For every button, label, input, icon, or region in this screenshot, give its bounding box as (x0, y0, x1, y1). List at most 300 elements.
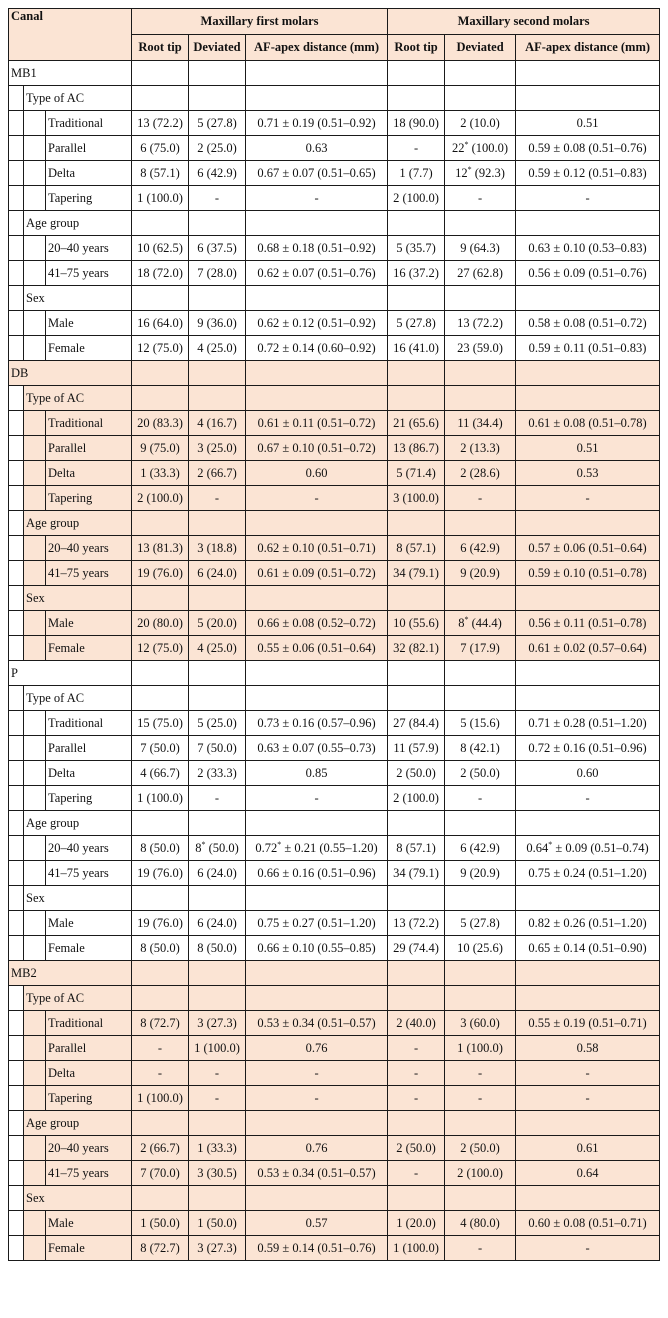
value-cell (388, 61, 445, 86)
value-cell (516, 961, 660, 986)
value-cell: 9 (75.0) (132, 436, 189, 461)
value-cell: 8 (50.0) (132, 936, 189, 961)
indent-cell (24, 1011, 46, 1036)
value-cell: 0.61 ± 0.08 (0.51–0.78) (516, 411, 660, 436)
value-cell (445, 986, 516, 1011)
value-cell: 1 (50.0) (132, 1211, 189, 1236)
value-cell: 32 (82.1) (388, 636, 445, 661)
value-cell: 0.60 (246, 461, 388, 486)
value-cell (132, 1186, 189, 1211)
value-cell (388, 286, 445, 311)
value-cell: - (388, 1086, 445, 1111)
value-cell: 0.64 (516, 1161, 660, 1186)
indent-cell (24, 786, 46, 811)
indent-cell (9, 986, 24, 1011)
value-cell: 0.71 ± 0.28 (0.51–1.20) (516, 711, 660, 736)
value-cell: 20 (83.3) (132, 411, 189, 436)
indent-cell (24, 236, 46, 261)
subgroup-label: 20–40 years (46, 236, 132, 261)
value-cell (189, 211, 246, 236)
table-row (9, 1111, 660, 1136)
value-cell: 0.62 ± 0.12 (0.51–0.92) (246, 311, 388, 336)
indent-cell (9, 1211, 24, 1236)
indent-cell (9, 561, 24, 586)
value-cell (189, 361, 246, 386)
value-cell: 1 (100.0) (132, 1086, 189, 1111)
table-row (9, 86, 660, 111)
value-cell: 22* (100.0) (445, 136, 516, 161)
table-row (9, 561, 660, 586)
value-cell (132, 886, 189, 911)
value-cell: 0.61 ± 0.09 (0.51–0.72) (246, 561, 388, 586)
value-cell (445, 1186, 516, 1211)
value-cell (132, 586, 189, 611)
value-cell (388, 86, 445, 111)
table-row (9, 911, 660, 936)
value-cell (516, 286, 660, 311)
value-cell (246, 361, 388, 386)
value-cell (516, 511, 660, 536)
value-cell: 3 (60.0) (445, 1011, 516, 1036)
indent-cell (9, 436, 24, 461)
value-cell: 16 (37.2) (388, 261, 445, 286)
value-cell: 8* (44.4) (445, 611, 516, 636)
table-row (9, 111, 660, 136)
value-cell: 1 (7.7) (388, 161, 445, 186)
value-cell (132, 286, 189, 311)
value-cell: 1 (100.0) (132, 786, 189, 811)
header-row-groups (9, 9, 660, 35)
value-cell: 8 (42.1) (445, 736, 516, 761)
indent-cell (24, 186, 46, 211)
value-cell (246, 661, 388, 686)
indent-cell (9, 461, 24, 486)
value-cell (516, 686, 660, 711)
table-row (9, 1136, 660, 1161)
value-cell: 6 (24.0) (189, 861, 246, 886)
group-label: Age group (24, 811, 132, 836)
value-cell: 6 (42.9) (445, 536, 516, 561)
indent-cell (9, 136, 24, 161)
value-cell: 2 (100.0) (388, 186, 445, 211)
value-cell (246, 86, 388, 111)
header-col-af-apex: AF-apex distance (mm) (516, 35, 660, 61)
value-cell: 0.53 ± 0.34 (0.51–0.57) (246, 1011, 388, 1036)
value-cell: 27 (62.8) (445, 261, 516, 286)
value-cell: 13 (72.2) (388, 911, 445, 936)
group-label: Age group (24, 1111, 132, 1136)
value-cell: 8 (72.7) (132, 1236, 189, 1261)
value-cell: 8 (57.1) (388, 836, 445, 861)
subgroup-label: Male (46, 911, 132, 936)
value-cell: 1 (50.0) (189, 1211, 246, 1236)
value-cell: 2 (25.0) (189, 136, 246, 161)
indent-cell (24, 636, 46, 661)
value-cell (445, 661, 516, 686)
value-cell: 0.60 (516, 761, 660, 786)
subgroup-label: 41–75 years (46, 1161, 132, 1186)
value-cell (132, 61, 189, 86)
table-row (9, 411, 660, 436)
table-row (9, 861, 660, 886)
value-cell (132, 686, 189, 711)
value-cell (516, 211, 660, 236)
value-cell (388, 886, 445, 911)
value-cell: - (516, 1086, 660, 1111)
value-cell (388, 1186, 445, 1211)
value-cell (516, 361, 660, 386)
value-cell: 2 (100.0) (388, 786, 445, 811)
value-cell (445, 361, 516, 386)
value-cell (388, 661, 445, 686)
indent-cell (24, 1086, 46, 1111)
value-cell: 10 (25.6) (445, 936, 516, 961)
value-cell: 2 (100.0) (445, 1161, 516, 1186)
value-cell (445, 1111, 516, 1136)
table-row (9, 786, 660, 811)
value-cell: - (132, 1036, 189, 1061)
table-row (9, 611, 660, 636)
indent-cell (9, 586, 24, 611)
subgroup-label: Delta (46, 461, 132, 486)
value-cell: 6 (24.0) (189, 561, 246, 586)
subgroup-label: Delta (46, 1061, 132, 1086)
header-col-root-tip: Root tip (132, 35, 189, 61)
value-cell: 0.66 ± 0.08 (0.52–0.72) (246, 611, 388, 636)
value-cell: 6 (75.0) (132, 136, 189, 161)
value-cell: - (189, 1061, 246, 1086)
value-cell (132, 361, 189, 386)
value-cell: 1 (100.0) (189, 1036, 246, 1061)
value-cell: 0.53 (516, 461, 660, 486)
table-row (9, 286, 660, 311)
value-cell: 19 (76.0) (132, 561, 189, 586)
table-row (9, 661, 660, 686)
value-cell: 0.64* ± 0.09 (0.51–0.74) (516, 836, 660, 861)
canal-label: MB2 (9, 961, 132, 986)
table-row (9, 61, 660, 86)
indent-cell (9, 536, 24, 561)
value-cell (189, 61, 246, 86)
table-row (9, 311, 660, 336)
header-second-molars: Maxillary second molars (388, 9, 660, 35)
indent-cell (9, 486, 24, 511)
value-cell: - (388, 136, 445, 161)
table-row (9, 1211, 660, 1236)
value-cell: 2 (50.0) (388, 761, 445, 786)
value-cell: 1 (100.0) (132, 186, 189, 211)
value-cell: 4 (16.7) (189, 411, 246, 436)
indent-cell (9, 836, 24, 861)
table-row (9, 336, 660, 361)
table-row (9, 961, 660, 986)
subgroup-label: Female (46, 336, 132, 361)
value-cell: 34 (79.1) (388, 861, 445, 886)
indent-cell (9, 686, 24, 711)
indent-cell (24, 561, 46, 586)
value-cell: 5 (27.8) (388, 311, 445, 336)
table-row (9, 711, 660, 736)
value-cell: 0.67 ± 0.10 (0.51–0.72) (246, 436, 388, 461)
indent-cell (24, 611, 46, 636)
value-cell: 0.63 (246, 136, 388, 161)
value-cell: - (246, 486, 388, 511)
indent-cell (9, 411, 24, 436)
indent-cell (9, 811, 24, 836)
value-cell: 8 (57.1) (388, 536, 445, 561)
value-cell: 16 (41.0) (388, 336, 445, 361)
indent-cell (9, 911, 24, 936)
value-cell (445, 286, 516, 311)
value-cell: 0.67 ± 0.07 (0.51–0.65) (246, 161, 388, 186)
value-cell: 2 (50.0) (388, 1136, 445, 1161)
indent-cell (9, 336, 24, 361)
indent-cell (24, 111, 46, 136)
table-row (9, 686, 660, 711)
indent-cell (24, 911, 46, 936)
value-cell (516, 811, 660, 836)
table-row (9, 236, 660, 261)
value-cell: 0.59 ± 0.08 (0.51–0.76) (516, 136, 660, 161)
indent-cell (24, 836, 46, 861)
table-row (9, 1236, 660, 1261)
value-cell: 0.66 ± 0.16 (0.51–0.96) (246, 861, 388, 886)
value-cell: 9 (64.3) (445, 236, 516, 261)
value-cell: - (246, 186, 388, 211)
value-cell (388, 986, 445, 1011)
group-label: Type of AC (24, 986, 132, 1011)
indent-cell (9, 1036, 24, 1061)
value-cell (246, 986, 388, 1011)
indent-cell (24, 311, 46, 336)
value-cell (189, 386, 246, 411)
indent-cell (24, 536, 46, 561)
value-cell: - (445, 1061, 516, 1086)
value-cell: 5 (35.7) (388, 236, 445, 261)
value-cell: - (516, 486, 660, 511)
indent-cell (9, 236, 24, 261)
value-cell (132, 211, 189, 236)
value-cell: 5 (27.8) (189, 111, 246, 136)
value-cell: - (445, 1236, 516, 1261)
table-row (9, 1161, 660, 1186)
subgroup-label: Traditional (46, 711, 132, 736)
value-cell (516, 986, 660, 1011)
value-cell (516, 586, 660, 611)
table-row (9, 161, 660, 186)
value-cell: 1 (33.3) (189, 1136, 246, 1161)
value-cell (516, 386, 660, 411)
indent-cell (9, 711, 24, 736)
header-col-af-apex: AF-apex distance (mm) (246, 35, 388, 61)
value-cell: 8 (57.1) (132, 161, 189, 186)
indent-cell (9, 386, 24, 411)
indent-cell (9, 1236, 24, 1261)
subgroup-label: Female (46, 636, 132, 661)
value-cell: 11 (57.9) (388, 736, 445, 761)
value-cell (189, 886, 246, 911)
value-cell: - (388, 1061, 445, 1086)
value-cell: 10 (62.5) (132, 236, 189, 261)
subgroup-label: Parallel (46, 136, 132, 161)
value-cell: - (132, 1061, 189, 1086)
value-cell: 0.65 ± 0.14 (0.51–0.90) (516, 936, 660, 961)
subgroup-label: Male (46, 1211, 132, 1236)
indent-cell (9, 1061, 24, 1086)
value-cell: - (388, 1161, 445, 1186)
subgroup-label: 20–40 years (46, 536, 132, 561)
table-row (9, 761, 660, 786)
value-cell: 0.73 ± 0.16 (0.57–0.96) (246, 711, 388, 736)
value-cell (189, 686, 246, 711)
canal-label: MB1 (9, 61, 132, 86)
value-cell (246, 1186, 388, 1211)
value-cell (189, 286, 246, 311)
value-cell: 29 (74.4) (388, 936, 445, 961)
subgroup-label: 41–75 years (46, 861, 132, 886)
value-cell: - (516, 1061, 660, 1086)
value-cell: 0.58 (516, 1036, 660, 1061)
value-cell: 1 (33.3) (132, 461, 189, 486)
indent-cell (9, 511, 24, 536)
value-cell: 0.72 ± 0.14 (0.60–0.92) (246, 336, 388, 361)
value-cell: 5 (27.8) (445, 911, 516, 936)
value-cell: 13 (86.7) (388, 436, 445, 461)
value-cell: 4 (66.7) (132, 761, 189, 786)
value-cell (132, 86, 189, 111)
value-cell: 0.59 ± 0.11 (0.51–0.83) (516, 336, 660, 361)
value-cell: 8 (72.7) (132, 1011, 189, 1036)
value-cell: 0.61 (516, 1136, 660, 1161)
value-cell: - (516, 786, 660, 811)
value-cell (445, 961, 516, 986)
value-cell: 8* (50.0) (189, 836, 246, 861)
value-cell (132, 386, 189, 411)
indent-cell (9, 86, 24, 111)
value-cell (189, 586, 246, 611)
value-cell: 13 (81.3) (132, 536, 189, 561)
table-row (9, 936, 660, 961)
value-cell: 0.61 ± 0.02 (0.57–0.64) (516, 636, 660, 661)
value-cell: 16 (64.0) (132, 311, 189, 336)
value-cell (189, 986, 246, 1011)
table-row (9, 261, 660, 286)
value-cell (388, 386, 445, 411)
value-cell (445, 86, 516, 111)
subgroup-label: Female (46, 936, 132, 961)
value-cell (388, 811, 445, 836)
value-cell: 12 (75.0) (132, 336, 189, 361)
value-cell (246, 886, 388, 911)
indent-cell (24, 736, 46, 761)
value-cell: 0.72* ± 0.21 (0.55–1.20) (246, 836, 388, 861)
indent-cell (9, 286, 24, 311)
group-label: Type of AC (24, 386, 132, 411)
value-cell: 2 (40.0) (388, 1011, 445, 1036)
value-cell: 7 (50.0) (132, 736, 189, 761)
group-label: Sex (24, 886, 132, 911)
value-cell: 8 (50.0) (132, 836, 189, 861)
value-cell (445, 511, 516, 536)
value-cell: 3 (100.0) (388, 486, 445, 511)
indent-cell (24, 711, 46, 736)
value-cell: - (516, 186, 660, 211)
value-cell (132, 986, 189, 1011)
value-cell: 2 (10.0) (445, 111, 516, 136)
value-cell: 0.56 ± 0.09 (0.51–0.76) (516, 261, 660, 286)
table-row (9, 736, 660, 761)
value-cell: 15 (75.0) (132, 711, 189, 736)
indent-cell (24, 1061, 46, 1086)
indent-cell (24, 161, 46, 186)
value-cell: 0.62 ± 0.07 (0.51–0.76) (246, 261, 388, 286)
value-cell (246, 811, 388, 836)
value-cell: 9 (20.9) (445, 861, 516, 886)
value-cell: 3 (18.8) (189, 536, 246, 561)
subgroup-label: Delta (46, 761, 132, 786)
subgroup-label: Female (46, 1236, 132, 1261)
table-row (9, 361, 660, 386)
value-cell (132, 811, 189, 836)
value-cell: 0.59 ± 0.10 (0.51–0.78) (516, 561, 660, 586)
data-table (8, 8, 660, 1261)
value-cell: 0.85 (246, 761, 388, 786)
value-cell: - (246, 1086, 388, 1111)
indent-cell (24, 1236, 46, 1261)
table-row (9, 986, 660, 1011)
value-cell: 20 (80.0) (132, 611, 189, 636)
indent-cell (9, 736, 24, 761)
value-cell (388, 586, 445, 611)
value-cell: - (189, 486, 246, 511)
value-cell: 6 (42.9) (445, 836, 516, 861)
subgroup-label: Tapering (46, 486, 132, 511)
canal-label: P (9, 661, 132, 686)
value-cell: 2 (50.0) (445, 1136, 516, 1161)
indent-cell (9, 1186, 24, 1211)
table-row (9, 811, 660, 836)
table-row (9, 186, 660, 211)
value-cell (132, 511, 189, 536)
value-cell (189, 961, 246, 986)
value-cell (516, 1111, 660, 1136)
value-cell: 2 (50.0) (445, 761, 516, 786)
value-cell: 1 (100.0) (388, 1236, 445, 1261)
header-col-deviated: Deviated (189, 35, 246, 61)
subgroup-label: Male (46, 311, 132, 336)
value-cell (445, 686, 516, 711)
value-cell: 7 (28.0) (189, 261, 246, 286)
value-cell (132, 661, 189, 686)
value-cell: 5 (15.6) (445, 711, 516, 736)
subgroup-label: Traditional (46, 1011, 132, 1036)
table-row (9, 836, 660, 861)
value-cell: 11 (34.4) (445, 411, 516, 436)
subgroup-label: 20–40 years (46, 1136, 132, 1161)
value-cell: 0.57 ± 0.06 (0.51–0.64) (516, 536, 660, 561)
table-row (9, 1011, 660, 1036)
value-cell: 0.56 ± 0.11 (0.51–0.78) (516, 611, 660, 636)
value-cell (189, 1186, 246, 1211)
value-cell (445, 386, 516, 411)
subgroup-label: Tapering (46, 186, 132, 211)
subgroup-label: 41–75 years (46, 561, 132, 586)
value-cell (445, 211, 516, 236)
value-cell: 0.66 ± 0.10 (0.55–0.85) (246, 936, 388, 961)
table-row (9, 1036, 660, 1061)
value-cell: 0.75 ± 0.24 (0.51–1.20) (516, 861, 660, 886)
table-row (9, 886, 660, 911)
